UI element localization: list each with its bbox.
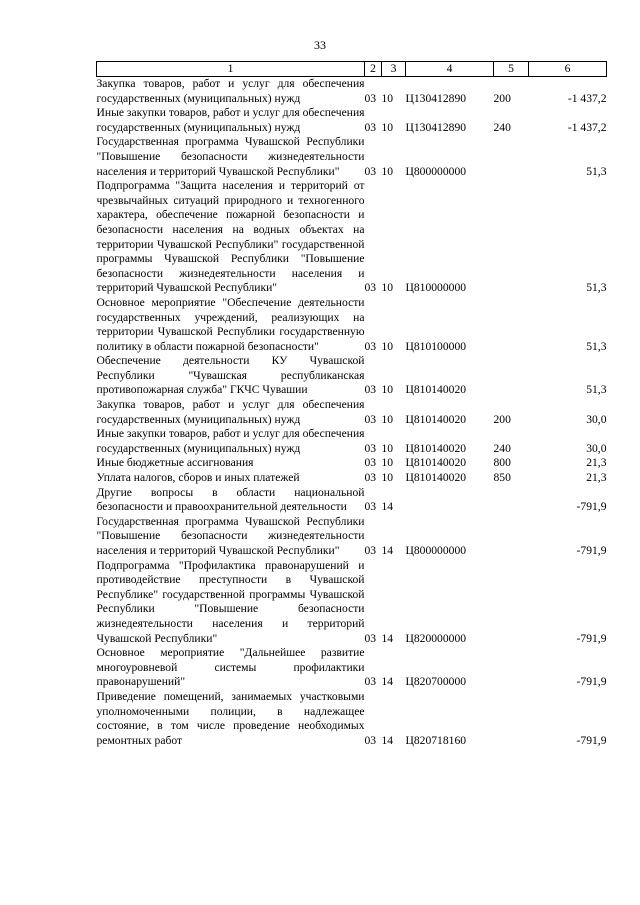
row-expense-type: 240 [493,120,511,134]
column-header-2: 2 [365,62,382,77]
row-section: 03 [364,675,377,689]
table-row [97,106,607,135]
row-expense-type [494,559,529,647]
row-amount: 30,0 [586,441,607,455]
row-amount: -791,9 [576,675,607,689]
row-expense-type [494,690,529,748]
row-expense-type [494,646,529,690]
row-name: Уплата налогов, сборов и иных платежей [96,471,300,485]
row-amount: -791,9 [576,544,607,557]
column-header-6: 6 [529,62,607,77]
row-target-article: Ц810140020 [405,383,467,397]
row-section: 03 [364,733,377,747]
row-amount: 30,0 [586,412,607,426]
row-target-article [406,486,494,515]
page-number: 33 [314,38,326,52]
row-amount: 51,3 [586,383,607,397]
row-subsection: 10 [381,383,394,397]
row-expense-type [494,135,529,179]
table-row [97,135,607,179]
column-header-4: 4 [406,62,494,77]
table-row [97,456,607,471]
row-name: Приведение помещений, занимаемых участковыми уполномоченными полиции, в надлежащее состояние, в том числе проведение необходимых ремонтных работ [96,689,365,747]
row-name: Подпрограмма "Защита населения и территорий от чрезвычайных ситуаций природного и техногенного характера, обеспечение пожарной безопасности и безопасности населения на водных объектах на территории Чувашской Республики" государственной программы Чувашской Республики "Повышение безопасности жизнедеятельности населения и территорий Чувашской Республики" [96,179,365,295]
row-expense-type [494,486,529,515]
budget-table [96,61,607,748]
row-section: 03 [364,339,377,353]
row-subsection: 10 [381,456,394,470]
row-name: Обеспечение деятельности КУ Чувашской Республики "Чувашская республиканская противопожарная служба" ГКЧС Чувашии [96,354,365,397]
table-row [97,427,607,456]
row-subsection: 14 [381,544,394,557]
row-amount: 51,3 [586,281,607,295]
table-row [97,646,607,690]
row-target-article: Ц810140020 [405,441,467,455]
row-section: 03 [364,281,377,295]
row-name: Государственная программа Чувашской Республики "Повышение безопасности жизнедеятельности населения и территорий Чувашской Республики" [96,514,365,557]
row-expense-type: 240 [493,441,511,455]
row-target-article: Ц810140020 [405,412,467,426]
row-expense-type [494,354,529,398]
row-target-article: Ц130412890 [405,120,467,134]
row-subsection: 14 [381,631,394,645]
row-section: 03 [364,441,377,455]
row-section: 03 [364,456,377,470]
table-row [97,515,607,559]
row-name: Иные закупки товаров, работ и услуг для обеспечения государственных (муниципальных) нужд [96,427,365,455]
row-amount: -791,9 [576,500,607,514]
row-expense-type [494,515,529,559]
row-subsection: 10 [381,120,394,134]
table-row [97,559,607,647]
row-section: 03 [364,120,377,134]
row-subsection: 10 [381,91,394,105]
row-subsection: 10 [381,412,394,426]
table-row [97,296,607,354]
row-target-article: Ц800000000 [405,544,467,557]
row-amount: 21,3 [586,471,607,485]
row-amount: -1 437,2 [567,91,607,105]
row-amount: 21,3 [586,456,607,470]
column-header-5: 5 [494,62,529,77]
row-section: 03 [364,164,377,178]
row-expense-type: 800 [493,456,511,470]
row-expense-type [494,296,529,354]
row-expense-type [494,179,529,296]
row-amount: 51,3 [586,339,607,353]
row-target-article: Ц130412890 [405,91,467,105]
table-row [97,77,607,107]
row-name: Основное мероприятие "Дальнейшее развитие многоуровневой системы профилактики правонарушений" [96,646,365,689]
row-section: 03 [364,471,377,485]
table-row [97,398,607,427]
row-expense-type: 850 [493,471,511,485]
row-subsection: 14 [381,675,394,689]
row-name: Подпрограмма "Профилактика правонарушений и противодействие преступности в Чувашской Республике" государственной программы Чувашской Республики "Повышение безопасности жизнедеятельности населения и территорий Чувашской Республики" [96,558,365,645]
row-expense-type: 200 [493,412,511,426]
row-subsection: 14 [381,733,394,747]
row-subsection: 10 [381,471,394,485]
row-section: 03 [364,631,377,645]
table-row [97,471,607,486]
table-row [97,486,607,515]
row-section: 03 [364,500,377,514]
row-expense-type: 200 [493,91,511,105]
row-target-article: Ц820000000 [405,631,467,645]
row-subsection: 10 [381,164,394,178]
row-target-article: Ц810100000 [405,339,467,353]
row-section: 03 [364,544,377,557]
table-header-row [97,62,607,77]
row-name: Закупка товаров, работ и услуг для обеспечения государственных (муниципальных) нужд [96,398,365,426]
row-subsection: 10 [381,339,394,353]
table-row [97,179,607,296]
row-name: Иные закупки товаров, работ и услуг для обеспечения государственных (муниципальных) нужд [96,106,365,134]
row-target-article: Ц810140020 [405,456,467,470]
row-name: Иные бюджетные ассигнования [96,456,254,470]
table-row [97,690,607,748]
row-amount: -791,9 [576,631,607,645]
row-amount: -1 437,2 [567,120,607,134]
row-subsection: 14 [381,500,394,514]
row-name: Государственная программа Чувашской Республики "Повышение безопасности жизнедеятельности населения и территорий Чувашской Республики" [96,135,365,178]
row-section: 03 [364,383,377,397]
row-subsection: 10 [381,281,394,295]
row-target-article: Ц820718160 [405,733,467,747]
row-section: 03 [364,412,377,426]
row-name: Основное мероприятие "Обеспечение деятельности государственных учреждений, реализующих на территории Чувашской Республики государственную политику в области пожарной безопасности" [96,295,365,353]
row-target-article: Ц800000000 [405,164,467,178]
table-row [97,354,607,398]
row-name: Закупка товаров, работ и услуг для обеспечения государственных (муниципальных) нужд [96,77,365,105]
row-target-article: Ц810140020 [405,471,467,485]
table-body [97,77,607,749]
row-target-article: Ц810000000 [405,281,467,295]
row-target-article: Ц820700000 [405,675,467,689]
row-subsection: 10 [381,441,394,455]
row-amount: -791,9 [576,733,607,747]
row-amount: 51,3 [586,164,607,178]
column-header-3: 3 [382,62,406,77]
row-section: 03 [364,91,377,105]
row-name: Другие вопросы в области национальной безопасности и правоохранительной деятельности [96,485,365,514]
column-header-1: 1 [97,62,365,77]
